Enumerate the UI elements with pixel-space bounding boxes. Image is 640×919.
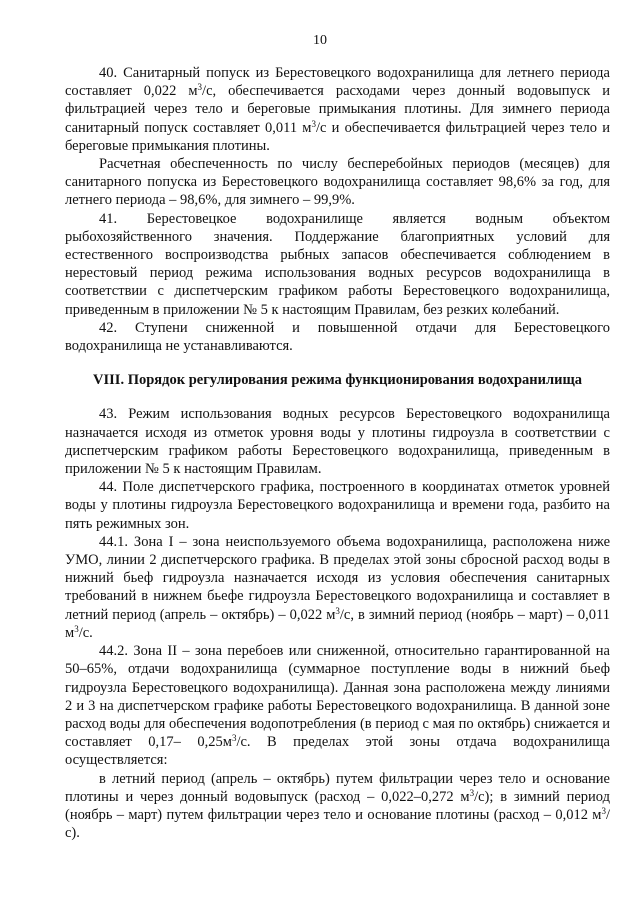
page-number: 10: [313, 33, 327, 48]
section-heading: VIII. Порядок регулирования режима функционирования водохранилища: [93, 372, 582, 389]
paragraph: 44.1. Зона I – зона неиспользуемого объема водохранилища, расположена ниже УМО, линии 2 диспетчерского графика. В пределах этой зоны сбросной расход воды в нижний бьеф гидроузла назначается исходя из условия обеспечения санитарных требований в нижнем бьефе гидроузла Берестовецкого водохранилища и составляет в летний период (апрель – октябрь) – 0,022 $м^3/с$, в зимний период (ноябрь – март) – 0,011 $м^3/с$.: [65, 533, 611, 641]
paragraph: в летний период (апрель – октябрь) путем фильтрации через тело и основание плотины и через донный водовыпуск (расход – 0,022–0,272 $м^3/с$); в зимний период (ноябрь – март) путем фильтрации через тело и основание плотины (расход – 0,012 $м^3/с$).: [65, 770, 610, 842]
paragraphs-before-section: [65, 64, 610, 355]
paragraph: 43. Режим использования водных ресурсов Берестовецкого водохранилища назначается исходя из отметок уровня воды у плотины гидроузла в соответствии с диспетчерским графиком работы Берестовецкого водохранилища, приведенным в приложении № 5 к настоящим Правилам.: [65, 406, 610, 478]
paragraph: 44.2. Зона II – зона перебоев или сниженной, относительно гарантированной на 50–65%, отдачи водохранилища (суммарное поступление воды в нижний бьеф гидроузла Берестовецкого водохранилища). Данная зона расположена между линиями 2 и 3 на диспетчерском графике работы Берестовецкого водохранилища. В данной зоне расход воды для обеспечения водопотребления (в период с мая по октябрь) снижается и составляет 0,17– $0,25м^3/с$. В пределах этой зоны отдача водохранилища осуществляется:: [65, 643, 610, 769]
document-body: [65, 64, 610, 842]
paragraph: 41. Берестовецкое водохранилище является водным объектом рыбохозяйственного значения. Поддержание благоприятных условий для естественного воспроизводства рыбных запасов обеспечивается соблюдением в нерестовый период режима использования водных ресурсов водохранилища в соответствии с диспетчерским графиком работы Берестовецкого водохранилища, приведенным в приложении № 5 к настоящим Правилам, без резких колебаний.: [65, 210, 610, 318]
paragraph: 42. Ступени сниженной и повышенной отдачи для Берестовецкого водохранилища не устанавливаются.: [65, 319, 610, 355]
paragraph: 44. Поле диспетчерского графика, построенного в координатах отметок уровней воды у плотины гидроузла Берестовецкого водохранилища и времени года, разбито на пять режимных зон.: [65, 479, 610, 532]
paragraph: 40. Санитарный попуск из Берестовецкого водохранилища для летнего периода составляет 0,022 $м^3/с$, обеспечивается расходами через донный водовыпуск и фильтрацией через тело и береговые примыкания плотины. Для зимнего периода санитарный попуск составляет 0,011 $м^3/с$ и обеспечивается фильтрацией через тело и береговые примыкания плотины.: [65, 65, 610, 154]
paragraphs-after-section: [65, 405, 610, 842]
paragraph: Расчетная обеспеченность по числу бесперебойных периодов (месяцев) для санитарного попуска из Берестовецкого водохранилища составляет 98,6% за год, для летнего периода – 98,6%, для зимнего – 99,9%.: [65, 156, 610, 209]
